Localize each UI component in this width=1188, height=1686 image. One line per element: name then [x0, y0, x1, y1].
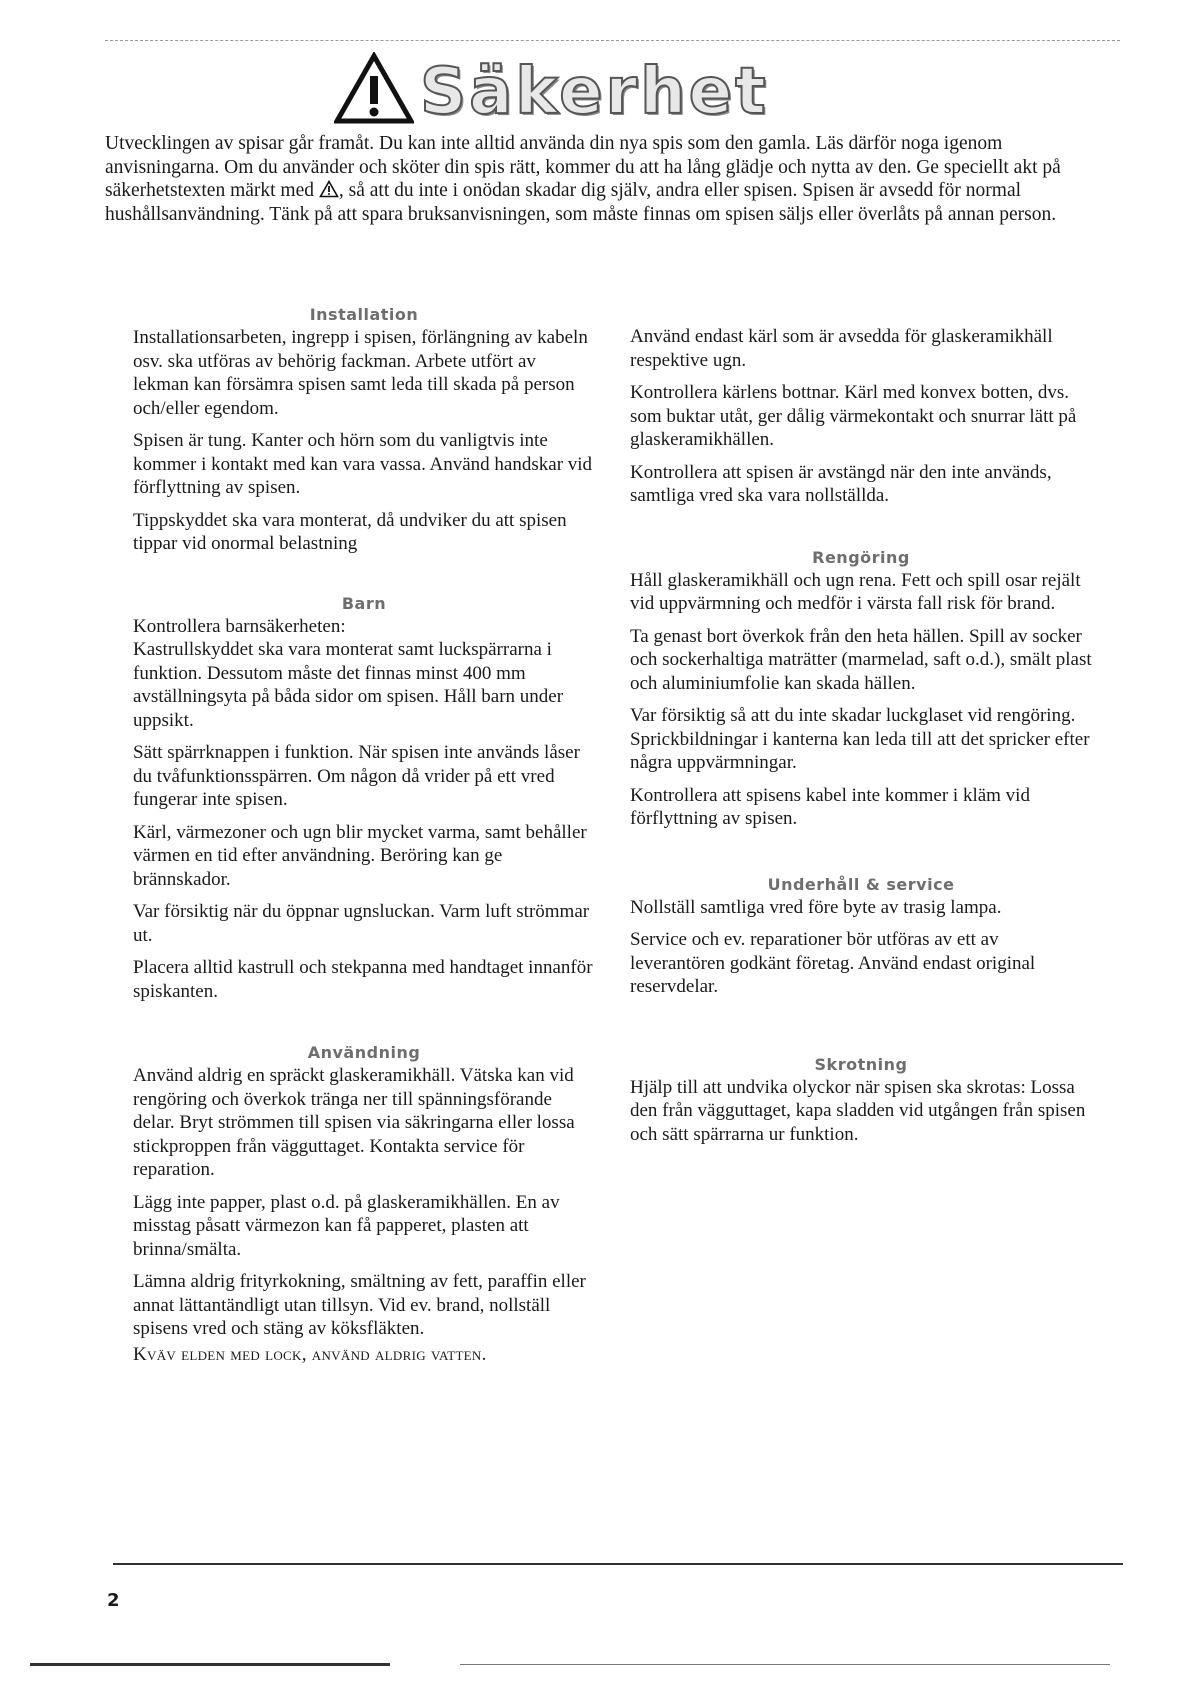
underhall-paragraph: Service och ev. reparationer bör utföras av ett av leverantören godkänt företag. Använd endast original reservdelar. [630, 929, 1036, 997]
barn-paragraph: Kontrollera barnsäkerheten: [133, 615, 346, 637]
top-divider [105, 40, 1120, 41]
intro-text-part-2: , så att du inte i onödan skadar dig själv, andra eller spisen. Spisen är avsedd för normal hushållsanvändning. Tänk på att spara bruksanvisningen, som måste finnas om spisen säljs eller överlåts på annan person. [105, 180, 1057, 225]
warning-triangle-inline-icon [319, 180, 339, 198]
heading-underhall: Underhåll & service [767, 874, 955, 894]
rengoring-paragraph: Ta genast bort överkok från den heta hällen. Spill av socker och sockerhaltiga maträtter (marmelad, saft o.d.), smält plast och aluminiumfolie kan skada hällen. [630, 625, 1092, 694]
installation-paragraph: Installationsarbeten, ingrepp i spisen, förlängning av kabeln osv. ska utföras av behörig fackman. Arbete utfört av lekman kan försämra spisen samt leda till skada på person och/eller egendom. [133, 327, 588, 419]
anvandning-paragraph: Lämna aldrig frityrkokning, smältning av fett, paraffin eller annat lättantändligt utan tillsyn. Vid ev. brand, nollställ spisens vred och stäng av köksfläkten. [133, 1271, 586, 1339]
title-block [334, 48, 769, 129]
rengoring-paragraph: Kontrollera att spisens kabel inte kommer i kläm vid förflyttning av spisen. [630, 784, 1030, 829]
warning-triangle-icon [334, 52, 414, 124]
section-rengoring [630, 548, 1092, 831]
barn-paragraph: Kastrullskyddet ska vara monterat samt luckspärrarna i funktion. Dessutom måste det finnas minst 400 mm avställningsyta på båda sidor om spisen. Håll barn under uppsikt. [133, 639, 564, 731]
rengoring-paragraph: Var försiktig så att du inte skadar luckglaset vid rengöring. Sprickbildningar i kanterna kan leda till att det spricker efter några uppvärmningar. [630, 705, 1090, 773]
heading-installation: Installation [309, 305, 419, 324]
page-title: Säkerhet [420, 55, 769, 129]
section-skrotning [630, 1055, 1092, 1147]
heading-anvandning: Användning [307, 1043, 421, 1062]
heading-skrotning: Skrotning [814, 1054, 908, 1074]
installation-paragraph: Tippskyddet ska vara monterat, då undviker du att spisen tippar vid onormal belastning [133, 509, 567, 554]
page-number: 2 [107, 1590, 120, 1611]
anvandning-paragraph: Använd aldrig en spräckt glaskeramikhäll. Vätska kan vid rengöring och överkok tränga ner till spänningsförande delar. Bryt strömmen till spisen via säkringarna eller lossa stickproppen från vägguttaget. Kontakta service för reparation. [133, 1065, 575, 1180]
right-column [630, 325, 1092, 1155]
usage-paragraph: Kontrollera kärlens bottnar. Kärl med konvex botten, dvs. som buktar utåt, ger dålig värmekontakt och snurrar lätt på glaskeramikhällen. [630, 382, 1077, 450]
caps-warning-note: Kväv elden med lock, använd aldrig vatten. [133, 1343, 487, 1365]
heading-barn: Barn [341, 593, 387, 613]
anvandning-paragraph: Lägg inte papper, plast o.d. på glaskeramikhällen. En av misstag påsatt värmezon kan få papperet, plasten att brinna/smälta. [133, 1191, 560, 1260]
footer-rule-right [460, 1664, 1110, 1665]
footer-rule-left [30, 1663, 390, 1666]
rengoring-paragraph: Håll glaskeramikhäll och ugn rena. Fett och spill osar rejält vid uppvärmning och medför i värsta fall risk för brand. [630, 569, 1081, 614]
installation-paragraph: Spisen är tung. Kanter och hörn som du vanligtvis inte kommer i kontakt med kan vara vassa. Använd handskar vid förflyttning av spisen. [133, 430, 593, 498]
section-anvandning [133, 1043, 595, 1366]
underhall-paragraph: Nollställ samtliga vred före byte av trasig lampa. [630, 896, 1002, 918]
section-installation [133, 305, 595, 556]
usage-paragraph: Kontrollera att spisen är avstängd när den inte används, samtliga vred ska vara nollställda. [630, 461, 1052, 506]
intro-text-part-1: Utvecklingen av spisar går framåt. Du kan inte alltid använda din nya spis som den gamla. Läs därför noga igenom anvisningarna. Om du använder och sköter din spis rätt, kommer du att ha lång glädje och nytta av den. Ge speciellt akt på säkerhetstexten märkt med [105, 133, 1061, 201]
barn-paragraph: Placera alltid kastrull och stekpanna med handtaget innanför spiskanten. [133, 957, 593, 1002]
intro-paragraph [105, 132, 1120, 226]
section-usage-continued [630, 325, 1092, 508]
left-column [133, 305, 595, 1375]
barn-paragraph: Var försiktig när du öppnar ugnsluckan. Varm luft strömmar ut. [133, 901, 590, 946]
barn-paragraph: Sätt spärrknappen i funktion. När spisen inte används låser du tvåfunktionsspärren. Om någon då vrider på ett vred fungerar inte spisen. [133, 742, 580, 810]
heading-rengoring: Rengöring [812, 547, 910, 567]
section-underhall [630, 875, 1092, 999]
section-barn [133, 594, 595, 1004]
barn-paragraph: Kärl, värmezoner och ugn blir mycket varma, samt behåller värmen en tid efter användning. Beröring kan ge brännskador. [133, 821, 587, 890]
skrotning-paragraph: Hjälp till att undvika olyckor när spisen ska skrotas: Lossa den från vägguttaget, kapa sladden vid utgången från spisen och sätt spärrarna ur funktion. [630, 1076, 1086, 1145]
usage-paragraph: Använd endast kärl som är avsedda för glaskeramikhäll respektive ugn. [630, 326, 1053, 371]
bottom-divider [113, 1563, 1123, 1565]
